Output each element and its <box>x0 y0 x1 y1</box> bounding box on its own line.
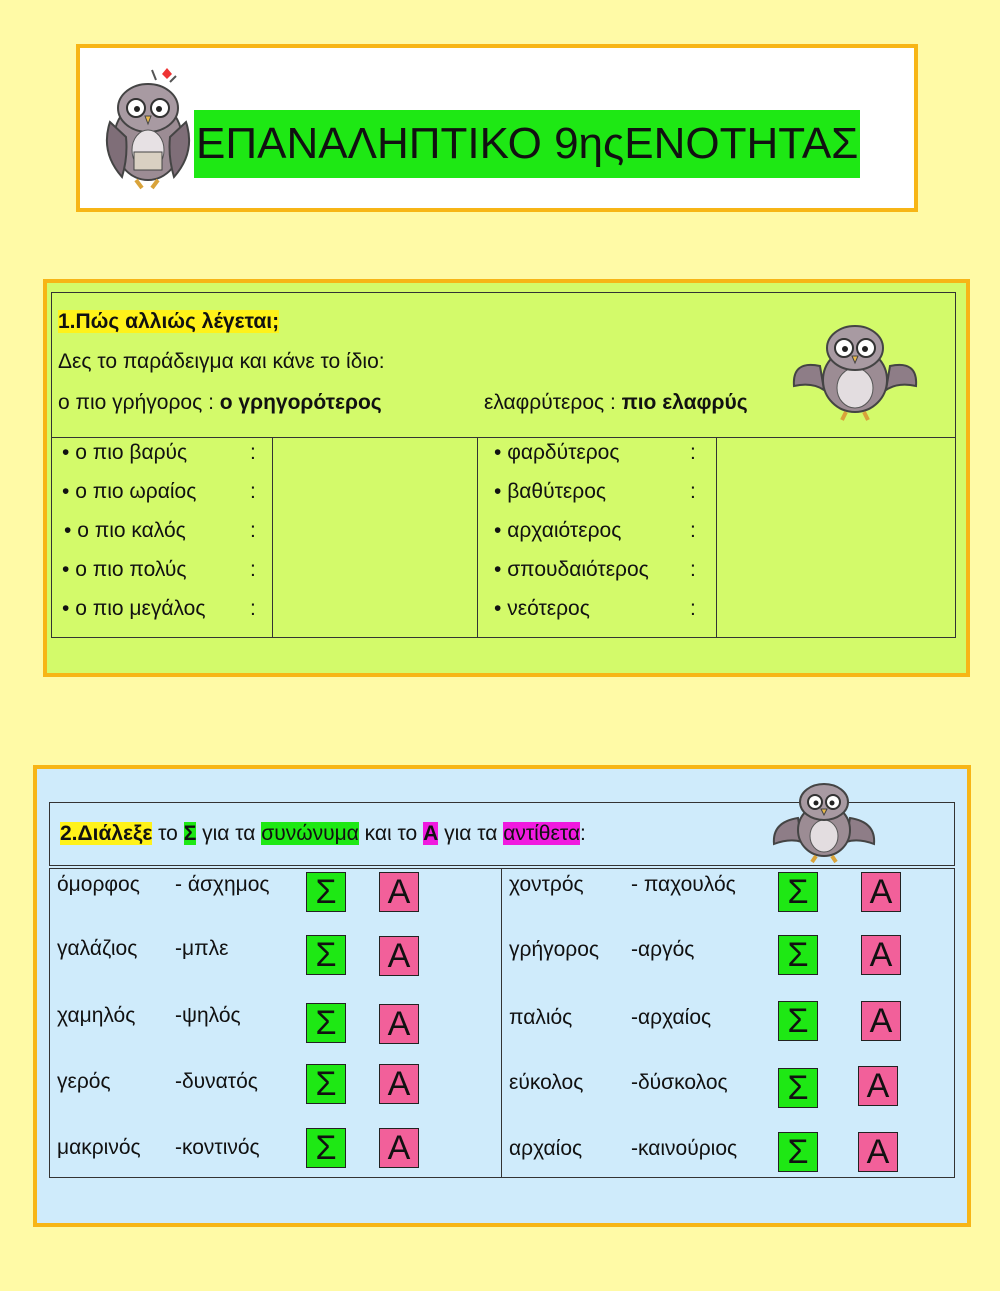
word-pair: - άσχημος <box>175 873 270 896</box>
list-item: • ο πιο ωραίος <box>62 480 197 503</box>
example-1-answer: ο γρηγορότερος <box>219 391 382 414</box>
colon: : <box>250 558 256 581</box>
word-pair: -κοντινός <box>175 1136 260 1159</box>
colon: : <box>250 441 256 464</box>
word: παλιός <box>509 1006 573 1029</box>
owl-flying-icon <box>768 778 880 864</box>
word-pair: - παχουλός <box>631 873 736 896</box>
heading-part: : <box>579 822 586 845</box>
synonym-button[interactable]: Σ <box>778 1132 818 1172</box>
exercise2-heading <box>60 822 586 846</box>
word-pair: -αργός <box>631 938 695 961</box>
antonym-button[interactable]: Α <box>379 872 419 912</box>
heading-part: το <box>152 822 184 845</box>
example-2-prompt: ελαφρύτερος : <box>484 391 622 414</box>
synonym-button[interactable]: Σ <box>306 872 346 912</box>
word: χοντρός <box>509 873 584 896</box>
exercise1-heading-text: 1.Πώς αλλιώς λέγεται; <box>58 310 280 333</box>
antonym-button[interactable]: Α <box>858 1132 898 1172</box>
synonym-button[interactable]: Σ <box>778 1001 818 1041</box>
word-pair: -ψηλός <box>175 1004 241 1027</box>
word: γερός <box>57 1070 111 1093</box>
word: γρήγορος <box>509 938 600 961</box>
word-pair: -μπλε <box>175 937 229 960</box>
exercise1-instruction: Δες το παράδειγμα και κάνε το ίδιο: <box>58 350 385 373</box>
list-item: • ο πιο πολύς <box>62 558 187 581</box>
synonym-button[interactable]: Σ <box>306 935 346 975</box>
word: μακρινός <box>57 1136 141 1159</box>
exercise1-heading <box>58 310 279 334</box>
word-pair: -αρχαίος <box>631 1006 712 1029</box>
word-pair: -καινούριος <box>631 1137 738 1160</box>
word: γαλάζιος <box>57 937 138 960</box>
heading-part: για τα <box>196 822 262 845</box>
word-pair: -δυνατός <box>175 1070 258 1093</box>
page-title: ΕΠΑΝΑΛΗΠΤΙΚΟ 9ηςΕΝΟΤΗΤΑΣ <box>194 110 860 178</box>
list-item: • αρχαιότερος <box>494 519 622 542</box>
colon: : <box>250 519 256 542</box>
owl-waving-icon <box>790 318 920 424</box>
list-item: • βαθύτερος <box>494 480 606 503</box>
word: εύκολος <box>509 1071 584 1094</box>
heading-part: για τα <box>438 822 504 845</box>
heading-part: συνώνυμα <box>261 822 359 845</box>
example-2-answer: πιο ελαφρύς <box>621 391 748 414</box>
colon: : <box>690 558 696 581</box>
antonym-button[interactable]: Α <box>379 1128 419 1168</box>
antonym-button[interactable]: Α <box>861 872 901 912</box>
synonym-button[interactable]: Σ <box>778 872 818 912</box>
list-item: • νεότερος <box>494 597 590 620</box>
word: αρχαίος <box>509 1137 583 1160</box>
column-divider <box>272 437 273 638</box>
heading-part: Σ <box>183 822 197 845</box>
synonym-button[interactable]: Σ <box>778 935 818 975</box>
antonym-button[interactable]: Α <box>858 1066 898 1106</box>
answer-cell-left[interactable] <box>274 439 476 637</box>
heading-part: Α <box>423 822 439 845</box>
table-divider <box>51 437 956 438</box>
colon: : <box>690 519 696 542</box>
heading-part: 2.Διάλεξε <box>60 822 153 845</box>
colon: : <box>250 597 256 620</box>
example-1 <box>58 391 382 415</box>
synonym-button[interactable]: Σ <box>306 1128 346 1168</box>
colon: : <box>690 597 696 620</box>
colon: : <box>690 441 696 464</box>
antonym-button[interactable]: Α <box>379 1004 419 1044</box>
heading-part: και το <box>358 822 424 845</box>
list-item: • ο πιο μεγάλος <box>62 597 206 620</box>
heading-part: αντίθετα <box>503 822 580 845</box>
synonym-button[interactable]: Σ <box>306 1003 346 1043</box>
colon: : <box>690 480 696 503</box>
word: χαμηλός <box>57 1004 136 1027</box>
synonym-button[interactable]: Σ <box>778 1068 818 1108</box>
antonym-button[interactable]: Α <box>379 936 419 976</box>
word: όμορφος <box>57 873 140 896</box>
answer-cell-right[interactable] <box>718 439 954 637</box>
colon: : <box>250 480 256 503</box>
column-divider <box>477 437 478 638</box>
list-item: • σπουδαιότερος <box>494 558 649 581</box>
synonym-button[interactable]: Σ <box>306 1064 346 1104</box>
list-item: • ο πιο βαρύς <box>62 441 188 464</box>
antonym-button[interactable]: Α <box>379 1064 419 1104</box>
list-item: • ο πιο καλός <box>64 519 186 542</box>
word-pair: -δύσκολος <box>631 1071 728 1094</box>
example-2 <box>484 391 748 415</box>
column-divider <box>716 437 717 638</box>
antonym-button[interactable]: Α <box>861 1001 901 1041</box>
example-1-prompt: ο πιο γρήγορος : <box>58 391 220 414</box>
owl-reading-icon <box>100 62 196 192</box>
antonym-button[interactable]: Α <box>861 935 901 975</box>
list-item: • φαρδύτερος <box>494 441 620 464</box>
